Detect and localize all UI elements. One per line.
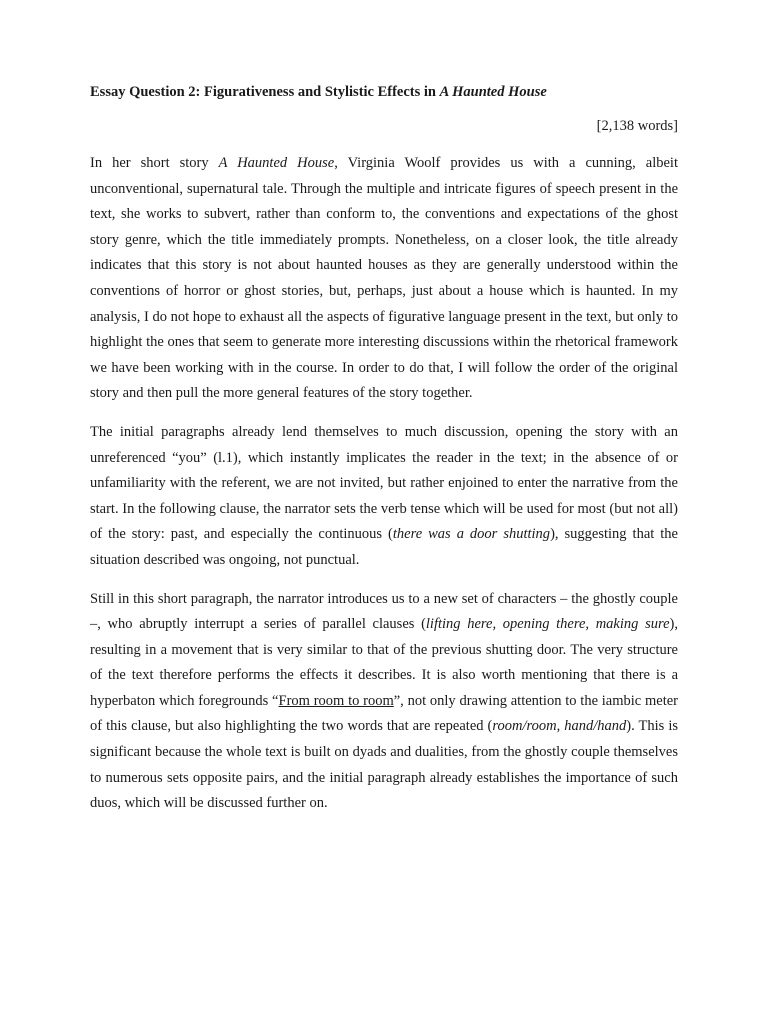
paragraph-1 xyxy=(90,151,678,407)
paragraph-3 xyxy=(90,587,678,817)
essay-title xyxy=(90,82,678,102)
p1-title-italic: A Haunted House xyxy=(218,155,335,171)
title-work: A Haunted House xyxy=(439,84,547,100)
document-page xyxy=(90,82,678,817)
paragraph-2 xyxy=(90,420,678,574)
p3-hand-italic: hand/hand xyxy=(564,718,627,735)
title-prefix: Essay Question 2: Figurativeness and Stylistic Effects in xyxy=(90,84,440,100)
p3-text-d: ). This is significant because the whole text is built on dyads and dualities, from the ghostly couple themselves to numerous sets opposite pairs, and the initial paragraph already establishes the importance of such duos, which will be discussed further on. xyxy=(90,718,678,812)
p3-underlined-phrase: From room to room xyxy=(278,692,394,709)
p1-text-a: In her short story xyxy=(90,155,219,171)
p3-room-italic: room/room xyxy=(492,718,557,735)
p2-quote-italic: there was a door shutting xyxy=(392,526,551,543)
p1-text-b: , Virginia Woolf provides us with a cunning, albeit unconventional, supernatural tale. Through the multiple and intricate figures of speech present in the text, she works to subvert, rather than conform to, the conventions and expectations of the ghost story genre, which the title immediately prompts. Nonetheless, on a closer look, the title already indicates that this story is not about haunted houses as they are generally understood within the conventions of horror or ghost stories, but, perhaps, just about a house which is haunted. In my analysis, I do not hope to exhaust all the aspects of figurative language present in the text, but only to highlight the ones that seem to generate more interesting discussions within the rhetorical framework we have been working with in the course. In order to do that, I will follow the order of the original story and then pull the more general features of the story together. xyxy=(90,155,678,402)
p3-text-a: Still in this short paragraph, the narrator introduces us to a new set of characters – the ghostly couple –, who abruptly interrupt a series of parallel clauses ( xyxy=(90,590,678,633)
p3-comma: , xyxy=(556,718,565,735)
p3-text-b: ), resulting in a movement that is very similar to that of the previous shutting door. The very structure of the text therefore performs the effects it describes. It is also worth mentioning that there is a hyperbaton which foregrounds “ xyxy=(90,616,678,709)
p3-text-c: ”, not only drawing attention to the iambic meter of this clause, but also highlighting the two words that are repeated ( xyxy=(90,692,679,735)
p2-text-b: ), suggesting that the situation described was ongoing, not punctual. xyxy=(90,526,678,568)
p3-clauses-italic: lifting here, opening there, making sure xyxy=(425,616,670,633)
p2-text-a: The initial paragraphs already lend themselves to much discussion, opening the story with an unreferenced “you” (l.1), which instantly implicates the reader in the text; in the absence of or unfamiliarity with the referent, we are not invited, but rather enjoined to enter the narrative from the start. In the following clause, the narrator sets the verb tense which will be used for most (but not all) of the story: past, and especially the continuous ( xyxy=(90,423,678,543)
word-count: [2,138 words] xyxy=(596,118,678,134)
